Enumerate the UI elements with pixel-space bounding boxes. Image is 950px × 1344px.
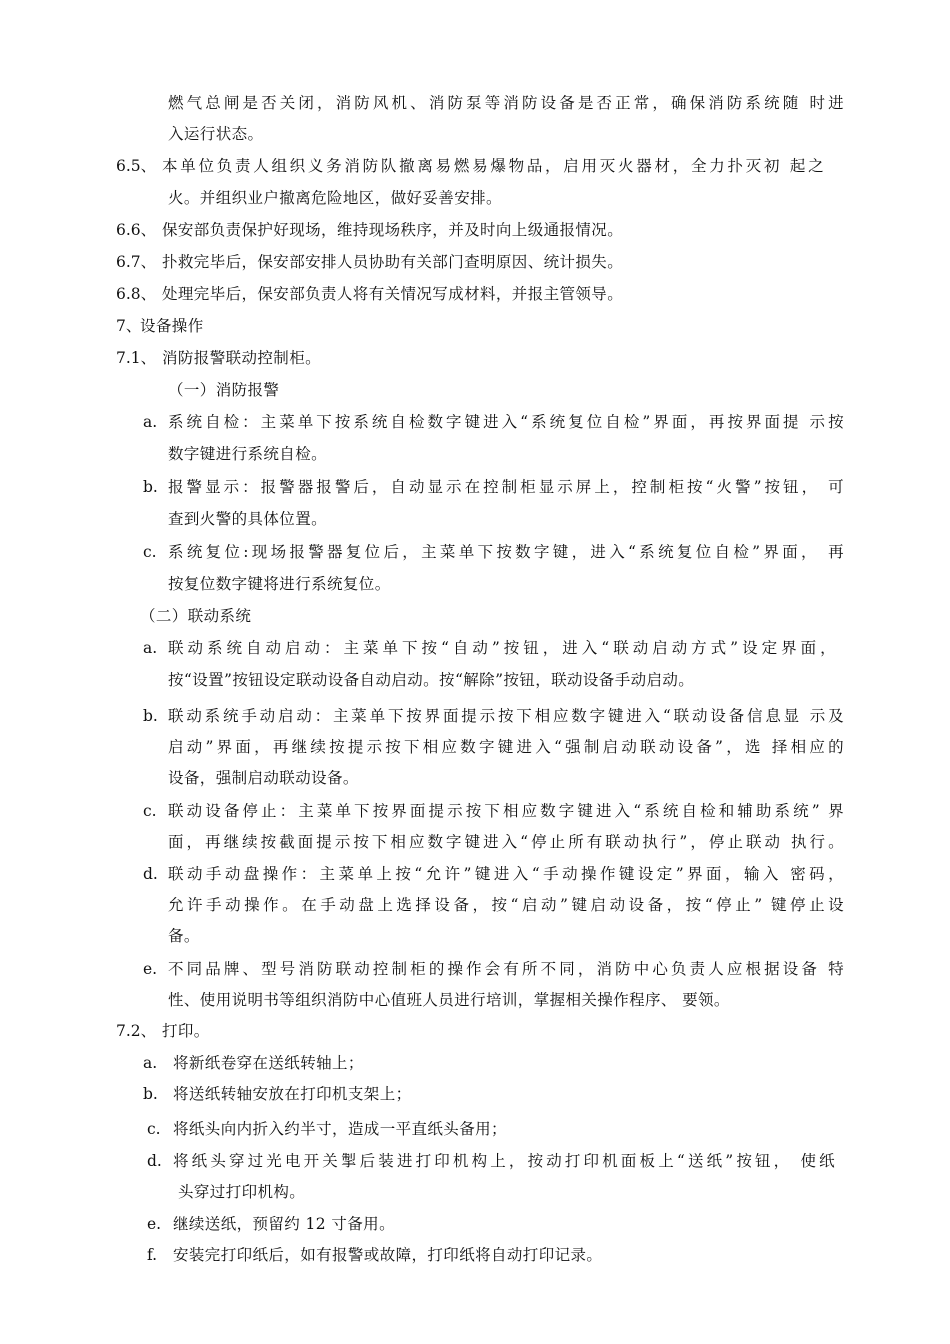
section-number: 7、 [116, 317, 142, 335]
text-line: 不同品牌、型号消防联动控制柜的操作会有所不同，消防中心负责人应根据设备 特 [168, 960, 844, 978]
text-line: 备。 [168, 927, 200, 945]
item-number: 6.6、 [116, 221, 157, 239]
text-line: 设备，强制启动联动设备。 [168, 769, 359, 787]
text-line: 数字键进行系统自检。 [168, 445, 328, 463]
subsection-heading: 消防报警联动控制柜。 [162, 349, 322, 367]
item-letter: e. [143, 960, 158, 978]
item-letter: d. [143, 865, 158, 883]
text-line: 安装完打印纸后，如有报警或故障，打印纸将自动打印记录。 [173, 1246, 603, 1264]
text-line: 入运行状态。 [168, 125, 264, 143]
text-line: 启动”界面，再继续按提示按下相应数字键进入“强制启动联动设备”，选 择相应的 [168, 738, 844, 756]
item-letter: a. [143, 639, 158, 657]
text-line: 联动系统自动启动：主菜单下按“自动”按钮，进入“联动启动方式”设定界面， [168, 639, 836, 657]
item-letter: a. [143, 1054, 158, 1072]
text-line: 系统自检：主菜单下按系统自检数字键进入“系统复位自检”界面，再按界面提 示按 [168, 413, 844, 431]
item-number: 7.1、 [116, 349, 157, 367]
text-line: 将纸头向内折入约半寸，造成一平直纸头备用； [173, 1120, 507, 1138]
text-line: 继续送纸，预留约 12 寸备用。 [173, 1215, 395, 1233]
subheading: （一）消防报警 [168, 381, 280, 399]
text-line: 头穿过打印机构。 [178, 1183, 306, 1201]
text-line: 报警显示：报警器报警后，自动显示在控制柜显示屏上，控制柜按“火警”按钮， 可 [168, 478, 844, 496]
text-line: 查到火警的具体位置。 [168, 510, 328, 528]
text-line: 本单位负责人组织义务消防队撤离易燃易爆物品，启用灭火器材，全力扑灭初 起之 [162, 157, 824, 175]
item-letter: c. [143, 543, 157, 561]
item-number: 6.8、 [116, 285, 157, 303]
subheading: （二）联动系统 [140, 607, 252, 625]
item-letter: b. [143, 707, 158, 725]
text-line: 扑救完毕后，保安部安排人员协助有关部门查明原因、统计损失。 [162, 253, 624, 271]
section-heading: 设备操作 [140, 317, 204, 335]
text-line: 性、使用说明书等组织消防中心值班人员进行培训，掌握相关操作程序、 要领。 [168, 991, 730, 1009]
text-line: 联动设备停止：主菜单下按界面提示按下相应数字键进入“系统自检和辅助系统” 界 [168, 802, 844, 820]
text-line: 燃气总闸是否关闭，消防风机、消防泵等消防设备是否正常，确保消防系统随 时进 [168, 94, 844, 112]
text-line: 将送纸转轴安放在打印机支架上； [173, 1085, 412, 1103]
item-letter: c. [147, 1120, 161, 1138]
item-number: 6.7、 [116, 253, 157, 271]
text-line: 联动手动盘操作：主菜单上按“允许”键进入“手动操作键设定”界面，输入 密码， [168, 865, 844, 883]
item-letter: e. [147, 1215, 162, 1233]
text-line: 将纸头穿过光电开关掣后装进打印机构上，按动打印机面板上“送纸”按钮， 使纸 [173, 1152, 835, 1170]
text-line: 保安部负责保护好现场，维持现场秩序，并及时向上级通报情况。 [162, 221, 624, 239]
item-letter: a. [143, 413, 158, 431]
text-line: 按“设置”按钮设定联动设备自动启动。按“解除”按钮，联动设备手动启动。 [168, 671, 695, 689]
text-line: 火。并组织业户撤离危险地区，做好妥善安排。 [168, 189, 502, 207]
text-line: 允许手动操作。在手动盘上选择设备，按“启动”键启动设备，按“停止” 键停止设 [168, 896, 844, 914]
item-number: 6.5、 [116, 157, 157, 175]
text-line: 将新纸卷穿在送纸转轴上； [173, 1054, 364, 1072]
item-letter: d. [147, 1152, 162, 1170]
subsection-heading: 打印。 [162, 1022, 210, 1040]
text-line: 处理完毕后，保安部负责人将有关情况写成材料，并报主管领导。 [162, 285, 624, 303]
item-letter: c. [143, 802, 157, 820]
text-line: 按复位数字键将进行系统复位。 [168, 575, 391, 593]
item-letter: f. [147, 1246, 158, 1264]
item-number: 7.2、 [116, 1022, 157, 1040]
item-letter: b. [143, 478, 158, 496]
text-line: 面，再继续按截面提示按下相应数字键进入“停止所有联动执行”，停止联动 执行。 [168, 833, 844, 851]
text-line: 系统复位:现场报警器复位后，主菜单下按数字键，进入“系统复位自检”界面， 再 [168, 543, 844, 561]
item-letter: b. [143, 1085, 158, 1103]
text-line: 联动系统手动启动：主菜单下按界面提示按下相应数字键进入“联动设备信息显 示及 [168, 707, 844, 725]
